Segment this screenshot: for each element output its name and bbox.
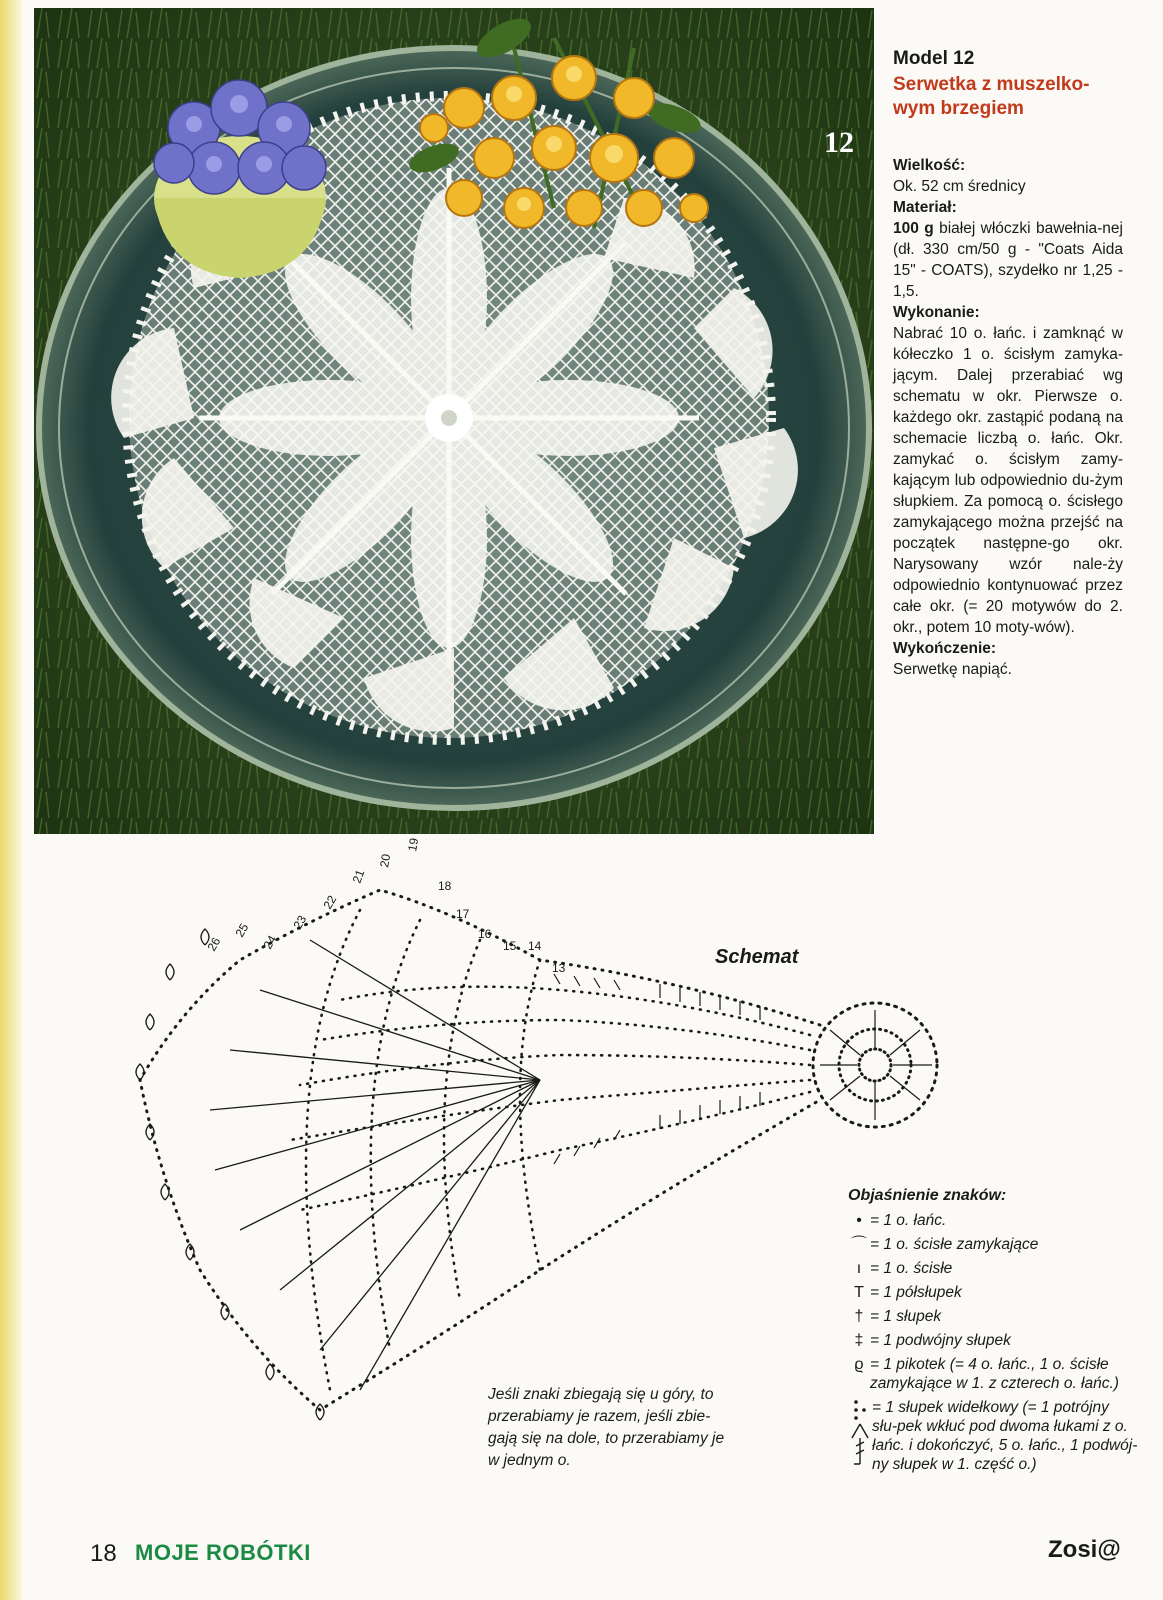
slip-stitch-icon: ⌒ xyxy=(850,1236,867,1253)
round-number: 24 xyxy=(260,932,280,952)
model-title xyxy=(893,73,1123,121)
legend-forked-text: = 1 słupek widełkowy (= 1 potrójny słu-pek wkłuć pod dwoma łukami z o. łańc. i dokończyć, 5 o. łańc., 1 podwój-ny słupek w 1. część o.) xyxy=(872,1399,1138,1473)
round-number: 22 xyxy=(320,892,340,912)
legend-item xyxy=(848,1235,1138,1254)
legend-item xyxy=(848,1355,1138,1393)
treble-crochet-icon: ‡ xyxy=(854,1332,864,1349)
page-number: 18 xyxy=(90,1540,117,1567)
single-crochet-icon: ı xyxy=(856,1260,862,1277)
legend-item-text: = 1 słupek xyxy=(870,1308,942,1325)
material-amount: 100 g xyxy=(893,220,934,237)
finish-heading: Wykończenie: xyxy=(893,640,997,657)
round-number: 23 xyxy=(290,912,310,932)
round-number: 16 xyxy=(478,927,492,941)
round-number: 14 xyxy=(528,939,542,953)
round-number: 19 xyxy=(405,836,422,853)
half-double-icon: T xyxy=(854,1284,864,1301)
round-number: 15 xyxy=(503,939,517,953)
doily-photo xyxy=(34,8,874,834)
round-number: 20 xyxy=(377,852,394,869)
round-number: 26 xyxy=(204,934,224,954)
finish-text: Serwetkę napiąć. xyxy=(893,661,1012,678)
legend-item xyxy=(848,1211,1138,1230)
round-number: 13 xyxy=(552,961,566,975)
legend-item xyxy=(848,1331,1138,1350)
legend-item-text: = 1 o. łańc. xyxy=(870,1212,947,1229)
legend-item xyxy=(848,1283,1138,1302)
legend xyxy=(848,1186,1138,1474)
legend-item xyxy=(848,1259,1138,1278)
schema-title: Schemat xyxy=(715,946,799,968)
diagram-note: Jeśli znaki zbiegają się u góry, to przerabiamy je razem, jeśli zbie-gają się na dole, to przerabiamy je w jednym o. xyxy=(488,1386,725,1469)
scanner-signature: Zosi@ xyxy=(1048,1536,1121,1563)
size-heading: Wielkość: xyxy=(893,157,966,174)
legend-title: Objaśnienie znaków: xyxy=(848,1187,1007,1204)
execution-text: Nabrać 10 o. łańc. i zamknąć w kółeczko 1 o. ścisłym zamyka-jącym. Dalej przerabiać wg schematu w okr. Pierwsze o. każdego okr. zastąpić podaną na schemacie liczbą o. łańc. Okr. zamykać o. ścisłym zamy-kającym lub odpowiednio du-żym słupkiem. Za pomocą o. ścisłego zamykającego można przejść na początek następne-go okr. Narysowany wzór nale-ży odpowiednio kontynuować przez całe okr. (= 20 motywów do 2. okr., potem 10 moty-wów). xyxy=(893,325,1123,636)
round-number: 21 xyxy=(349,867,368,886)
double-crochet-icon: † xyxy=(854,1308,864,1325)
photo-model-number: 12 xyxy=(824,126,854,159)
legend-item-text: = 1 półsłupek xyxy=(870,1284,962,1301)
legend-item-text: = 1 o. ścisłe xyxy=(870,1260,953,1277)
model-label: Model 12 xyxy=(893,48,975,69)
round-number: 25 xyxy=(232,920,252,940)
legend-item-text: = 1 pikotek (= 4 o. łańc., 1 o. ścisłe zamykające w 1. z czterech o. łańc.) xyxy=(870,1356,1119,1392)
magazine-name: MOJE ROBÓTKI xyxy=(135,1540,311,1565)
round-number: 18 xyxy=(438,879,452,893)
legend-item xyxy=(848,1307,1138,1326)
round-numbers xyxy=(204,837,565,975)
execution-heading: Wykonanie: xyxy=(893,304,980,321)
legend-item-forked xyxy=(848,1398,1138,1474)
chain-stitch-icon: • xyxy=(856,1212,862,1229)
forked-stitch-icon xyxy=(848,1398,872,1470)
material-paragraph xyxy=(893,218,1123,302)
hydrangea-bowl xyxy=(154,80,326,278)
legend-item-text: = 1 podwójny słupek xyxy=(870,1332,1011,1349)
picot-icon: ϱ xyxy=(854,1356,864,1373)
material-heading: Materiał: xyxy=(893,199,957,216)
material-text: białej włóczki bawełnia-nej (dł. 330 cm/50 g - "Coats Aida 15" - COATS), szydełko nr 1,25 - 1,5. xyxy=(893,220,1123,300)
doily-photo-illustration xyxy=(34,8,874,834)
article-text xyxy=(893,48,1123,680)
round-number: 17 xyxy=(456,907,470,921)
model-title-line1: Serwetka z muszelko- xyxy=(893,74,1090,95)
legend-item-text: = 1 o. ścisłe zamykające xyxy=(870,1236,1039,1253)
size-text: Ok. 52 cm średnicy xyxy=(893,178,1026,195)
page-edge-strip xyxy=(0,0,22,1600)
model-title-line2: wym brzegiem xyxy=(893,98,1024,119)
